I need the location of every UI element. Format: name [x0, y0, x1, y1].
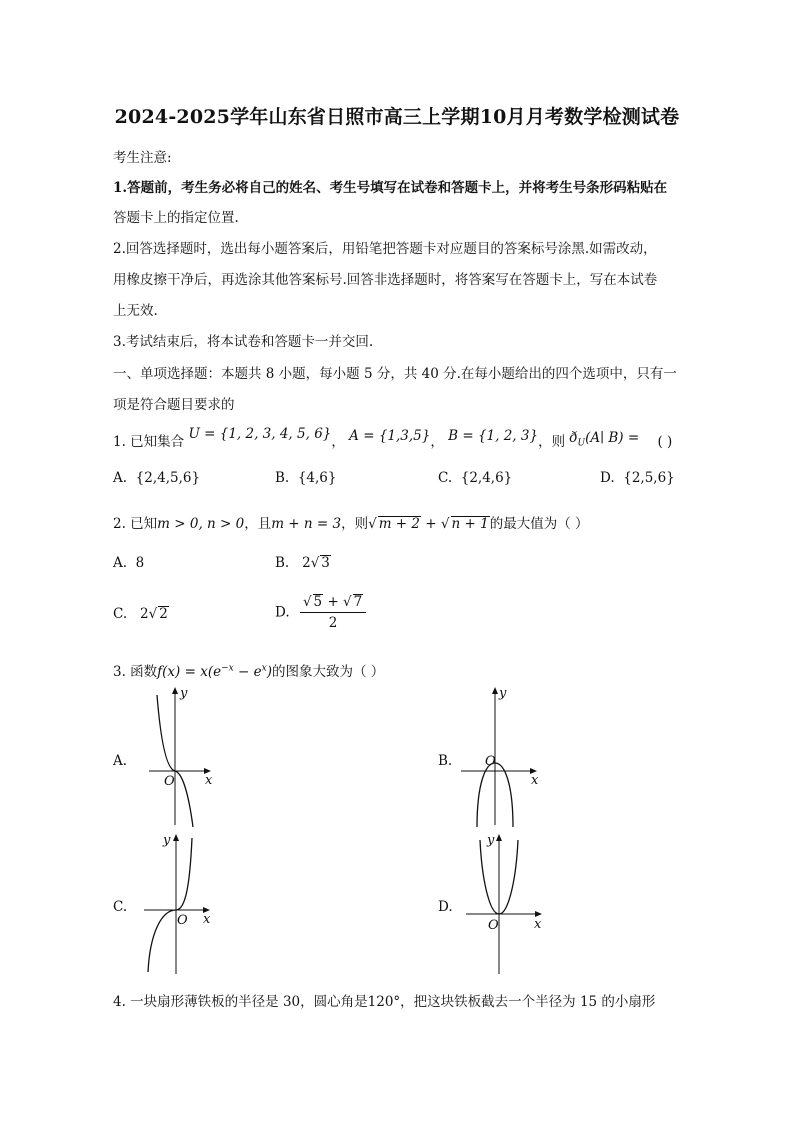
q1-option-a: A. {2,4,5,6} [113, 470, 201, 486]
origin-label: O [177, 913, 188, 928]
x-axis-label: x [531, 773, 539, 788]
x-axis-label: x [203, 912, 211, 927]
q2-option-b: B. 2√ 3 [275, 555, 330, 571]
origin-label: O [485, 754, 496, 769]
q3-graph-c [140, 832, 225, 977]
question-1: 1. 已知集合 U = {1, 2, 3, 4, 5, 6}， A = {1,3,5}， B = {1, 2, 3}，则 $ð_U(A∣$ B) = ( ) [113, 426, 673, 450]
q1-ask: ，则 [538, 434, 566, 450]
y-axis-label: y [487, 833, 495, 848]
y-axis-arrow-icon [496, 834, 502, 841]
section1-line-1: 一、单项选择题：本题共 8 小题，每小题 5 分，共 40 分.在每小题给出的四个选项中，只有一 [113, 366, 677, 382]
q3-graph-b [455, 685, 555, 830]
section1-line-2: 项是符合题目要求的 [113, 397, 235, 413]
x-axis-label: x [205, 773, 213, 788]
notice-heading: 考生注意: [113, 150, 172, 166]
y-axis-label: y [499, 686, 507, 701]
y-axis-arrow-icon [492, 687, 498, 694]
q1-option-b: B. {4,6} [275, 470, 337, 486]
q2-option-a: A. 8 [113, 555, 145, 571]
q3-graph-d [460, 832, 555, 977]
curve [148, 838, 192, 972]
question-3: 3. 函数$f(x) = x(e^{-x} - e^x)$的图象大致为（ ） [113, 663, 385, 680]
q3-option-b-label: B. [438, 753, 453, 769]
y-axis-arrow-icon [173, 834, 179, 841]
notice-line-4: 用橡皮擦干净后，再选涂其他答案标号.回答非选择题时，将答案写在答题卡上，写在本试卷 [113, 272, 658, 288]
q1-option-c: C. {2,4,6} [438, 470, 513, 486]
origin-label: O [164, 774, 175, 789]
x-axis-label: x [534, 917, 542, 932]
notice-line-3: 2.回答选择题时，选出每小题答案后，用铅笔把答题卡对应题目的答案标号涂黑.如需改动， [113, 241, 657, 257]
y-axis-label: y [180, 686, 188, 701]
notice-line-1: 1.答题前，考生务必将自己的姓名、考生号填写在试卷和答题卡上，并将考生号条形码粘贴在 [113, 180, 668, 196]
q1-option-d: D. {2,5,6} [600, 470, 675, 486]
q2-option-d-fraction: $\frac{√ 5 + √ 7}{2}$ [300, 594, 366, 631]
q3-option-c-label: C. [113, 899, 128, 915]
q1-set-a: A = {1,3,5} [349, 428, 431, 444]
q3-option-d-label: D. [438, 899, 453, 915]
q3-option-a-label: A. [113, 753, 128, 769]
q1-complement: $ð_U(A∣$ B) = [569, 430, 640, 449]
q1-prefix: 1. 已知集合 [113, 434, 185, 450]
q1-set-b: B = {1, 2, 3} [448, 428, 539, 444]
q1-answer-paren: ( ) [657, 434, 673, 450]
q1-set-u: U = {1, 2, 3, 4, 5, 6} [188, 426, 332, 442]
q3-graph-a [145, 685, 225, 830]
notice-line-5: 上无效. [113, 303, 158, 319]
y-axis-label: y [163, 833, 171, 848]
y-axis-arrow-icon [172, 687, 178, 694]
exam-title: 2024-2025学年山东省日照市高三上学期10月月考数学检测试卷 [114, 106, 680, 128]
q2-option-c: C. 2√ 2 [113, 606, 168, 622]
notice-line-6: 3.考试结束后，将本试卷和答题卡一并交回. [113, 334, 374, 350]
q2-option-d: D. $\frac{√ 5 + √ 7}{2}$ [275, 594, 366, 631]
notice-line-2: 答题卡上的指定位置. [113, 210, 239, 226]
question-4: 4. 一块扇形薄铁板的半径是 30，圆心角是120°，把这块铁板截去一个半径为 15 的小扇形 [113, 994, 656, 1010]
question-2: 2. 已知m > 0, n > 0，且m + n = 3，则√ m + 2 + √ n + 1的最大值为（ ） [113, 516, 589, 532]
origin-label: O [488, 918, 499, 933]
